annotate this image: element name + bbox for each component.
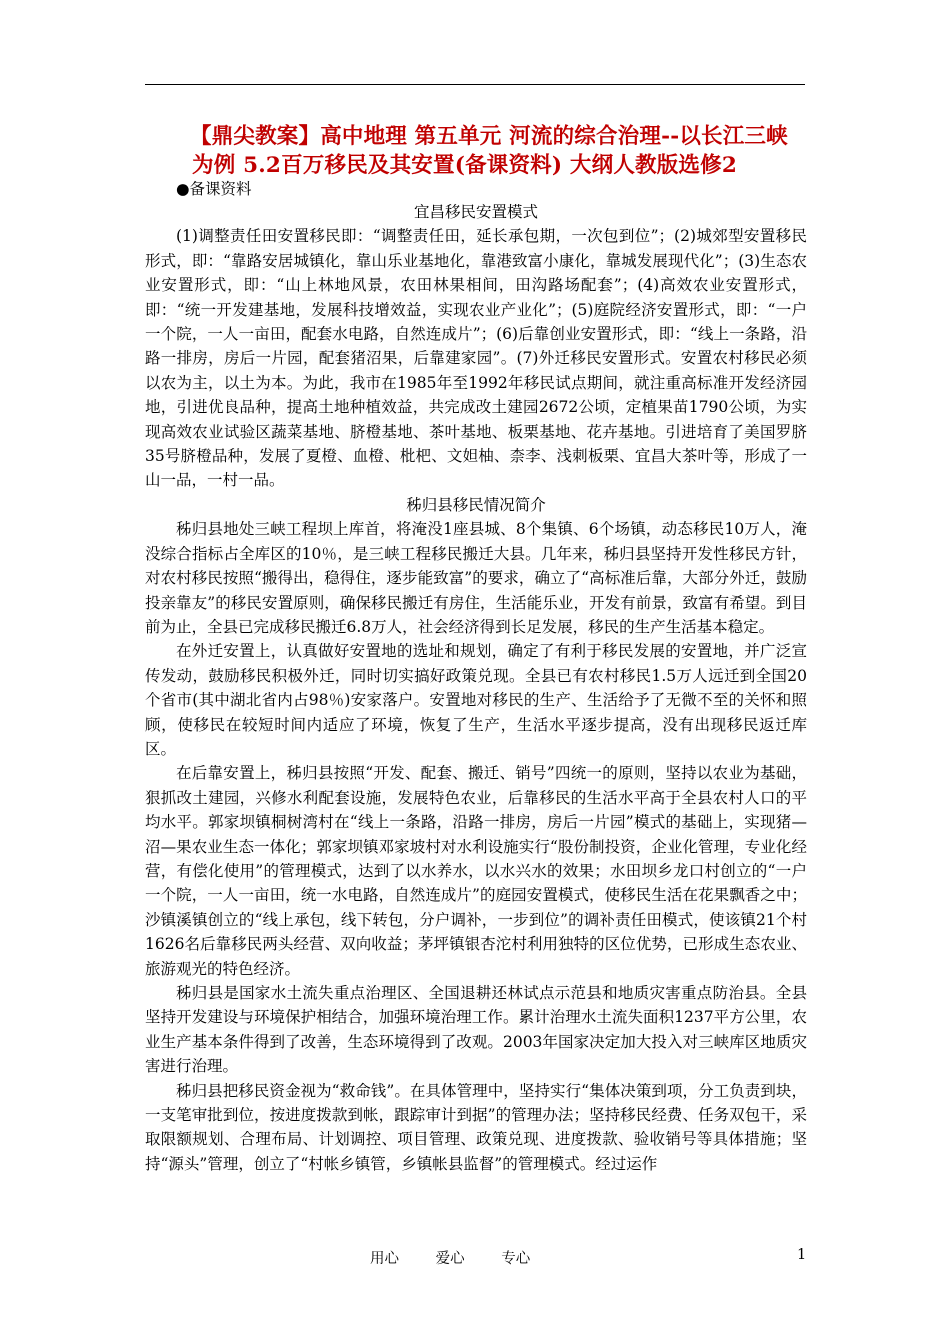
- motto-word: 用心: [370, 1251, 399, 1267]
- paragraph: 秭归县地处三峡工程坝上库首，将淹没1座县城、8个集镇、6个场镇，动态移民10万人，淹没综合指标占全库区的10％，是三峡工程移民搬迁大县。几年来，秭归县坚持开发性移民方针，对农村移民按照“搬得出，稳得住，逐步能致富”的要求，确立了“高标准后靠，大部分外迁，鼓励投亲靠友”的移民安置原则，确保移民搬迁有房住，生活能乐业，开发有前景，致富有希望。到目前为止，全县已完成移民搬迁6.8万人，社会经济得到长足发展，移民的生产生活基本稳定。: [145, 520, 807, 636]
- motto-word: 爱心: [435, 1251, 465, 1267]
- title-line-1: 【鼎尖教案】高中地理 第五单元 河流的综合治理--以长江三峡: [190, 124, 788, 149]
- document-title: [190, 122, 820, 180]
- document-body: [145, 200, 807, 1176]
- header-rule: [145, 84, 805, 85]
- section-bullet: ●备课资料: [176, 180, 252, 198]
- section-heading-zigui: 秭归县移民情况简介: [406, 495, 546, 514]
- section-heading-yichang: 宜昌移民安置模式: [413, 203, 538, 221]
- paragraph: 秭归县把移民资金视为“救命钱”。在具体管理中，坚持实行“集体决策到项，分工负责到块，一支笔审批到位，按进度拨款到帐，跟踪审计到据”的管理办法；坚持移民经费、任务双包干，采取限额规划、合理布局、计划调控、项目管理、政策兑现、进度拨款、验收销号等具体措施；坚持“源头”管理，创立了“村帐乡镇管，乡镇帐县监督”的管理模式。经过运作: [145, 1081, 807, 1173]
- paragraph: 在后靠安置上，秭归县按照“开发、配套、搬迁、销号”四统一的原则，坚持以农业为基础，狠抓改土建园，兴修水利配套设施，发展特色农业，后靠移民的生活水平高于全县农村人口的平均水平。郭家坝镇桐树湾村在“线上一条路，沿路一排房，房后一片园”模式的基础上，实现猪—沼—果农业生态一体化；郭家坝镇邓家坡村对水利设施实行“股份制投资，企业化管理，专业化经营，有偿化使用”的管理模式，达到了以水养水，以水兴水的效果；水田坝乡龙口村创立的“一户一个院，一人一亩田，统一水电路，自然连成片”的庭园安置模式，使移民生活在花果飘香之中；沙镇溪镇创立的“线上承包，线下转包，分户调补，一步到位”的调补责任田模式，使该镇21个村1626名后靠移民两头经营、双向收益；茅坪镇银杏沱村利用独特的区位优势，已形成生态农业、旅游观光的特色经济。: [145, 764, 807, 978]
- paragraph: (1)调整责任田安置移民即：“调整责任田，延长承包期，一次包到位”；(2)城郊型安置移民形式，即：“靠路安居城镇化，靠山乐业基地化，靠港致富小康化，靠城发展现代化”；(3)生态农业安置形式，即：“山上林地风景，农田林果相间，田沟路场配套”；(4)高效农业安置形式，即：“统一开发建基地，发展科技增效益，实现农业产业化”；(5)庭院经济安置形式，即：“一户一个院，一人一亩田，配套水电路，自然连成片”；(6)后靠创业安置形式，即：“线上一条路，沿路一排房，房后一片园，配套猪沼果，后靠建家园”。(7)外迁移民安置形式。安置农村移民必须以农为主，以土为本。为此，我市在1985年至1992年移民试点期间，就注重高标准开发经济园地，引进优良品种，提高土地种植效益，共完成改土建园2672公顷，定植果苗1790公顷，为实现高效农业试验区蔬菜基地、脐橙基地、茶叶基地、板栗基地、花卉基地。引进培育了美国罗脐35号脐橙品种，发展了夏橙、血橙、枇杷、文妲柚、柰李、浅刺板栗、宜昌大茶叶等，形成了一山一品，一村一品。: [145, 227, 807, 490]
- title-line-2: 为例 5.2百万移民及其安置(备课资料) 大纲人教版选修2: [192, 153, 737, 178]
- paragraph: 秭归县是国家水土流失重点治理区、全国退耕还林试点示范县和地质灾害重点防治县。全县坚持开发建设与环境保护相结合，加强环境治理工作。累计治理水土流失面积1237平方公里，农业生产基本条件得到了改善，生态环境得到了改观。2003年国家决定加大投入对三峡库区地质灾害进行治理。: [145, 984, 807, 1076]
- page-number: 1: [797, 1247, 807, 1263]
- footer-motto: [370, 1247, 530, 1268]
- motto-word: 专心: [501, 1251, 531, 1267]
- paragraph: 在外迁安置上，认真做好安置地的选址和规划，确定了有利于移民发展的安置地，并广泛宣传发动，鼓励移民积极外迁，同时切实搞好政策兑现。全县已有农村移民1.5万人远迁到全国20个省市(其中湖北省内占98％)安家落户。安置地对移民的生产、生活给予了无微不至的关怀和照顾，使移民在较短时间内适应了环境，恢复了生产，生活水平逐步提高，没有出现移民返迁库区。: [145, 642, 807, 758]
